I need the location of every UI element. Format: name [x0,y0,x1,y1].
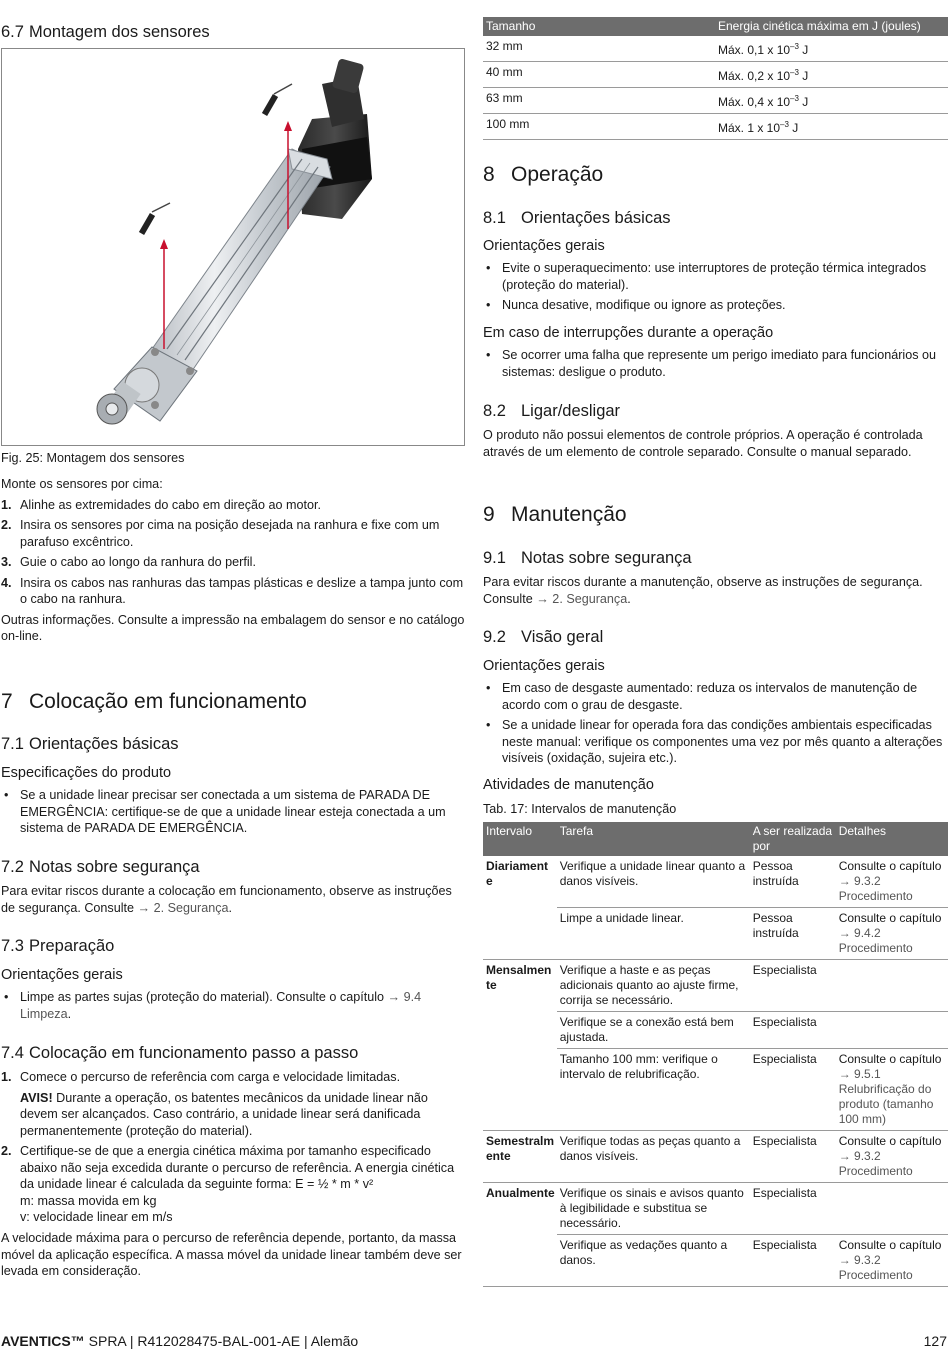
table-row [483,1235,948,1287]
formula-velocity-text: v: velocidade linear em m/s [20,1210,173,1224]
performer-cell: Especialista [750,960,836,1012]
table-row [483,908,948,960]
section-7-2-heading [1,857,200,877]
sensor-icon [139,203,170,235]
interval-cell [483,908,557,960]
size-cell: 100 mm [483,114,715,140]
energy-value: Máx. 1 x 10 [718,121,781,135]
task-cell: Tamanho 100 mm: verifique o intervalo de relubrificação. [557,1049,750,1131]
chapter-9-heading [483,502,627,528]
step-number: 4. [1,575,12,590]
unit: J [798,69,809,83]
chapter-number: 7 [1,690,13,713]
safety-notes-text [1,883,466,916]
task-cell: Verifique as vedações quanto a danos. [557,1235,750,1287]
cleaning-link[interactable]: → 9.4 Limpeza [20,990,422,1021]
procedure-link[interactable]: → 9.3.2 Procedimento [838,1253,913,1282]
details-cell [836,960,948,1012]
energy-value: Máx. 0,2 x 10 [718,69,791,83]
notice-block [20,1090,466,1140]
screw-icon [151,401,159,409]
section-7-3-heading [1,936,114,956]
step-number: 1. [1,1070,12,1084]
figure-caption: Fig. 25: Montagem dos sensores [1,451,185,465]
unit: J [788,121,799,135]
body-text: Para evitar riscos durante a manutenção, observe as instruções de segurança. Consulte [483,575,923,606]
details-cell [836,1235,948,1287]
chapter-title: Manutenção [511,503,627,526]
general-guidelines-subheading: Orientações gerais [483,658,605,674]
section-6-7-heading [1,22,210,42]
section-number: 7.4 [1,1044,24,1062]
column-header: Tarefa [557,822,750,856]
details-text: Consulte o capítulo [838,1238,942,1252]
interval-cell: Diariament e [486,859,549,888]
section-9-2-heading [483,627,603,647]
details-cell [836,1012,948,1049]
interval-cell [483,1012,557,1049]
more-info-text: Outras informações. Consulte a impressão na embalagem do sensor e no catálogo on-line. [1,612,465,643]
interval-cell [483,1049,557,1131]
performer-cell: Pessoa instruída [750,908,836,960]
table-row [483,1012,948,1049]
unit: J [798,43,809,57]
preparation-list [1,989,441,1026]
chapter-title: Colocação em funcionamento [29,690,307,713]
section-title: Visão geral [521,628,604,646]
list-item: • Se a unidade linear for operada fora das condições ambientais especificadas neste manual: verifique os componentes uma vez por mês quanto a alterações visíveis (oxidação, sujeira etc.). [483,717,948,767]
general-guidelines-subheading: Orientações gerais [1,967,123,983]
notice-label: AVIS! [20,1090,53,1105]
energy-table [483,17,948,140]
sensor-icon [262,84,292,116]
sensor-mounting-figure [1,48,465,446]
section-7-4-heading [1,1043,358,1063]
actuator-profile [97,149,332,424]
performer-cell: Especialista [750,1183,836,1235]
chapter-number: 9 [483,503,495,526]
size-cell: 63 mm [483,88,715,114]
list-item [1,1143,466,1226]
section-8-1-heading [483,208,671,228]
performer-cell: Especialista [750,1235,836,1287]
product-specs-list [1,787,466,841]
table-row [483,88,948,114]
section-title: Orientações básicas [521,209,671,227]
task-cell: Verifique todas as peças quanto a danos visíveis. [557,1131,750,1183]
list-item [1,1069,466,1139]
maintenance-table [483,822,948,1287]
column-header: A ser realizada por [750,822,836,856]
procedure-link[interactable]: → 9.3.2 Procedimento [838,874,913,903]
details-cell [836,1183,948,1235]
task-cell: Verifique os sinais e avisos quanto à legibilidade e substitua se necessário. [557,1183,750,1235]
section-title: Orientações básicas [29,735,179,753]
section-number: 7.1 [1,735,24,753]
body-text: . [627,591,631,606]
body-text: . [228,900,233,915]
page-number: 127 [923,1333,947,1349]
body-text: Para evitar riscos durante a colocação em funcionamento, observe as instruções de segurança. Consulte [1,884,452,915]
product-specs-subheading: Especificações do produto [1,765,172,781]
exponent: –3 [780,120,789,129]
chapter-8-heading [483,162,603,188]
sensor-mounting-instructions [1,476,466,649]
screw-icon [186,367,194,375]
exponent: –3 [790,68,799,77]
step-number: 2. [1,1144,12,1158]
section-number: 8.1 [483,209,506,227]
operation-guidelines-list [483,260,948,318]
details-cell [836,1131,948,1183]
table-row [483,62,948,88]
overview-list [483,680,948,771]
column-header: Detalhes [836,822,948,856]
procedure-link[interactable]: → 9.3.2 Procedimento [838,1149,913,1178]
table-row [483,114,948,140]
maintenance-safety-text [483,574,948,607]
list-item: • Se a unidade linear precisar ser conectada a um sistema de PARADA DE EMERGÊNCIA: certifique-se de que a unidade linear esteja conectada a um sistema de PARADA DE EMERGÊNCIA. [1,787,466,837]
column-header: Tamanho [483,17,715,36]
body-text: Limpe as partes sujas (proteção do material). Consulte o capítulo [20,990,385,1004]
interval-cell [483,1235,557,1287]
section-number: 7.2 [1,858,24,876]
performer-cell: Especialista [750,1012,836,1049]
final-paragraph: A velocidade máxima para o percurso de referência depende, portanto, da massa móvel da aplicação específica. A massa móvel da unidade linear também deve ser levada em consideração. [1,1231,462,1278]
intro-text: Monte os sensores por cima: [1,477,163,491]
performer-cell: Especialista [750,1131,836,1183]
procedure-link[interactable]: → 9.5.1 Relubrificação do produto (tamanho 100 mm) [838,1067,934,1126]
linear-actuator-illustration [2,49,464,445]
interruptions-subheading: Em caso de interrupções durante a operação [483,325,774,341]
energy-cell [715,62,948,88]
safety-link[interactable]: → 2. Segurança [137,900,229,915]
brand-name: AVENTICS™ [1,1333,85,1349]
step-text: Certifique-se de que a energia cinética máxima por tamanho especificado abaixo não seja excedida durante o percurso de referência. A energia cinética da unidade linear é calculada da seguinte forma: E = ½ * m * v² [20,1144,455,1191]
energy-cell [715,36,948,62]
list-item [1,517,466,550]
section-number: 9.1 [483,549,506,567]
details-text: Consulte o capítulo [838,911,942,925]
step-number: 1. [1,497,12,512]
section-number: 6.7 [1,23,24,41]
general-guidelines-subheading: Orientações gerais [483,238,605,254]
formula-mass-text: m: massa movida em kg [20,1193,157,1208]
interval-cell: Anualmente [486,1186,555,1200]
commissioning-steps [1,1069,466,1230]
on-off-text: O produto não possui elementos de controle próprios. A operação é controlada através de um elemento de controle separado. Consulte o manual separado. [483,428,923,459]
energy-value: Máx. 0,4 x 10 [718,95,791,109]
table-row [483,1131,948,1183]
list-item: • Em caso de desgaste aumentado: reduza os intervalos de manutenção de acordo com o grau de desgaste. [483,680,948,713]
chapter-title: Operação [511,163,604,186]
list-item [1,554,466,571]
section-title: Montagem dos sensores [29,23,210,41]
body-text: . [67,1006,72,1021]
exponent: –3 [790,94,799,103]
table-row [483,856,948,908]
interruptions-list [483,347,948,384]
chapter-number: 8 [483,163,495,186]
step-number: 3. [1,555,12,569]
table-row [483,960,948,1012]
document-id: SPRA | R412028475-BAL-001-AE | Alemão [84,1333,359,1349]
energy-cell [715,88,948,114]
section-title: Colocação em funcionamento passo a passo [29,1044,359,1062]
chapter-7-heading [1,689,307,715]
energy-value: Máx. 0,1 x 10 [718,43,791,57]
step-text: Insira os sensores por cima na posição desejada na ranhura e fixe com um parafuso excêntrico. [20,518,440,549]
step-text: Insira os cabos nas ranhuras das tampas plásticas e deslize a tampa junto com o cabo na ranhura. [20,575,464,606]
performer-cell: Pessoa instruída [750,856,836,908]
exponent: –3 [790,42,799,51]
column-header: Intervalo [483,822,557,856]
performer-cell: Especialista [750,1049,836,1131]
maintenance-activities-subheading: Atividades de manutenção [483,777,654,793]
list-item [1,989,441,1022]
table-row [483,36,948,62]
task-cell: Verifique se a conexão está bem ajustada. [557,1012,750,1049]
details-cell [836,908,948,960]
section-title: Notas sobre segurança [29,858,200,876]
table-caption: Tab. 17: Intervalos de manutenção [483,802,677,816]
interval-cell: Semestralm ente [483,1131,557,1183]
step-text: Comece o percurso de referência com carga e velocidade limitadas. [20,1070,401,1084]
notice-text: Durante a operação, os batentes mecânicos da unidade linear não devem ser alcançados. Caso contrário, a unidade linear será danificada permanentemente (proteção do material). [20,1090,428,1138]
list-item: • Evite o superaquecimento: use interruptores de proteção térmica integrados (proteção do material). [483,260,948,293]
procedure-link[interactable]: → 9.4.2 Procedimento [838,926,913,955]
details-cell [836,1049,948,1131]
section-title: Notas sobre segurança [521,549,692,567]
section-title: Preparação [29,937,115,955]
unit: J [798,95,809,109]
screw-icon [151,348,159,356]
details-text: Consulte o capítulo [838,1134,942,1148]
details-cell [836,856,948,908]
list-item [1,575,466,608]
task-cell: Verifique a haste e as peças adicionais quanto ao ajuste firme, corrija se necessário. [557,960,750,1012]
list-item: • Nunca desative, modifique ou ignore as proteções. [483,297,948,314]
section-8-2-heading [483,401,620,421]
safety-link[interactable]: → 2. Segurança [536,591,628,606]
list-item [1,497,466,514]
step-text: Alinhe as extremidades do cabo em direção ao motor. [20,497,322,512]
section-7-1-heading [1,734,179,754]
interval-cell: Mensalmen te [486,963,552,992]
section-9-1-heading [483,548,692,568]
task-cell: Verifique a unidade linear quanto a danos visíveis. [557,856,750,908]
energy-cell [715,114,948,140]
list-item: • Se ocorrer uma falha que represente um perigo imediato para funcionários ou sistemas: desligue o produto. [483,347,948,380]
section-number: 8.2 [483,402,506,420]
step-number: 2. [1,518,12,532]
column-header: Energia cinética máxima em J (joules) [715,17,948,36]
task-cell: Limpe a unidade linear. [557,908,750,960]
step-text: Guie o cabo ao longo da ranhura do perfil. [20,555,256,569]
section-number: 9.2 [483,628,506,646]
size-cell: 40 mm [483,62,715,88]
table-row [483,1183,948,1235]
details-text: Consulte o capítulo [838,1052,942,1066]
section-title: Ligar/desligar [521,402,621,420]
table-row [483,1049,948,1131]
footer-doc-info [1,1333,358,1350]
details-text: Consulte o capítulo [838,859,942,873]
size-cell: 32 mm [483,36,715,62]
section-number: 7.3 [1,937,24,955]
mounting-steps [1,497,466,608]
